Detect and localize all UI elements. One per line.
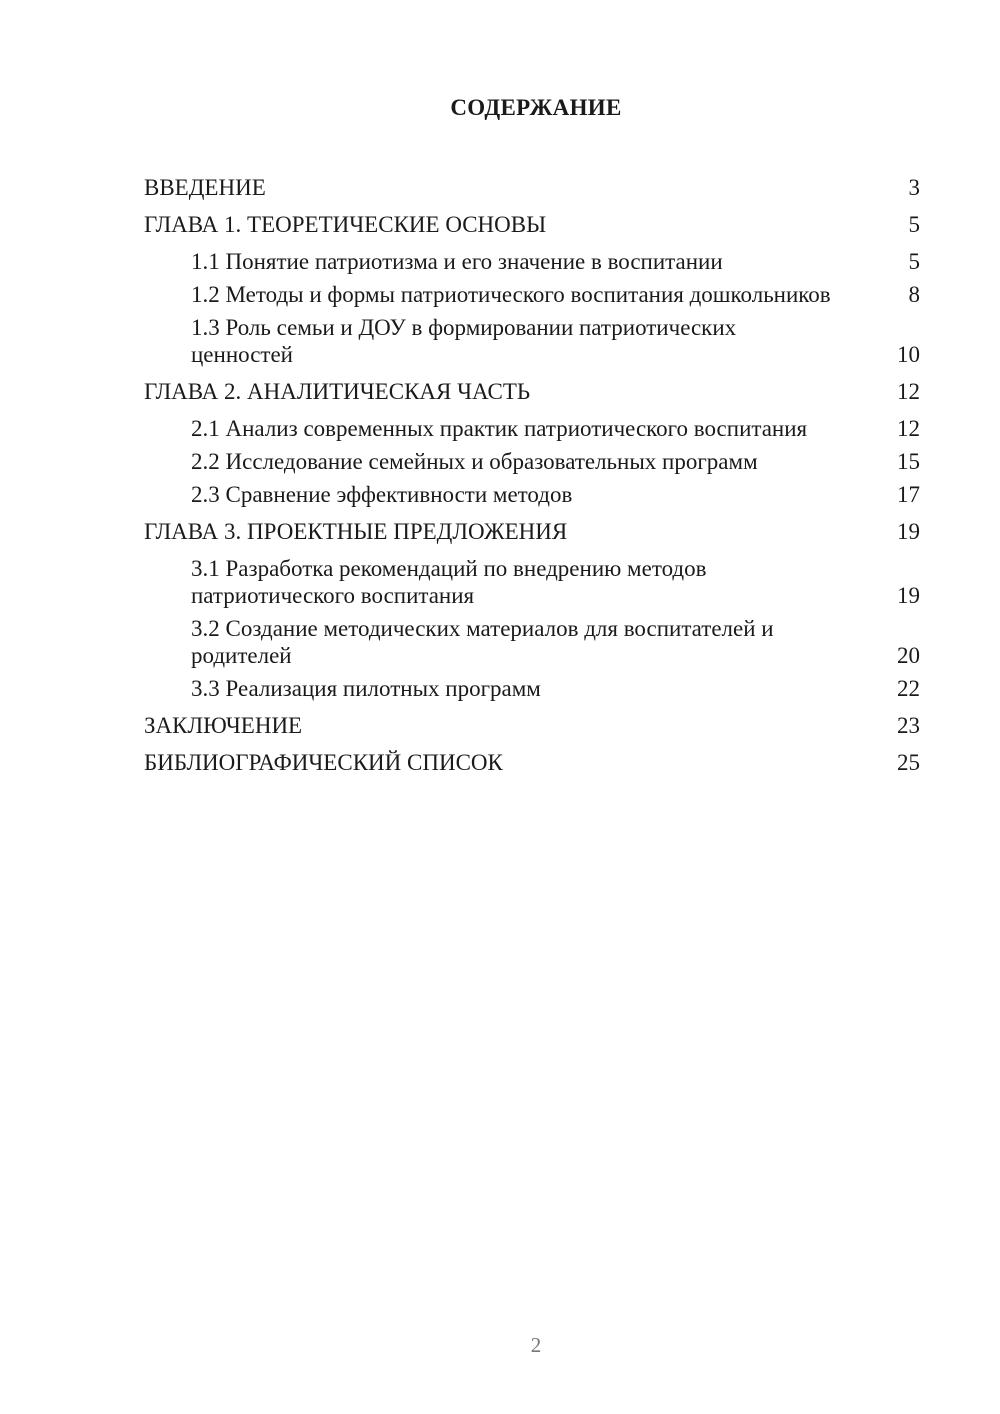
toc-entry-section-2-1[interactable] [144, 415, 920, 442]
toc-entry-section-1-3[interactable] [144, 314, 920, 368]
toc-entry-label: 3.2 Создание методических материалов для воспитателей и родителей [191, 616, 774, 668]
toc-entry-page: 19 [897, 519, 920, 544]
toc-entry-label: ЗАКЛЮЧЕНИЕ [144, 713, 303, 738]
toc-entry-label: 2.2 Исследование семейных и образовательных программ [191, 449, 758, 474]
toc-entry-label: ВВЕДЕНИЕ [144, 175, 266, 200]
toc-entry-section-3-3[interactable] [144, 675, 920, 702]
toc-entry-section-2-3[interactable] [144, 481, 920, 508]
toc-entry-page: 5 [908, 212, 920, 237]
toc-entry-page: 23 [897, 713, 920, 738]
toc-entry-label: ГЛАВА 3. ПРОЕКТНЫЕ ПРЕДЛОЖЕНИЯ [144, 519, 568, 544]
table-of-contents [144, 168, 920, 780]
toc-entry-label: 3.1 Разработка рекомендаций по внедрению методов патриотического воспитания [191, 556, 707, 608]
toc-entry-label: ГЛАВА 1. ТЕОРЕТИЧЕСКИЕ ОСНОВЫ [144, 212, 547, 237]
toc-entry-section-2-2[interactable] [144, 448, 920, 475]
toc-entry-section-3-2[interactable] [144, 615, 920, 669]
toc-entry-page: 15 [897, 449, 920, 474]
toc-entry-conclusion[interactable] [144, 706, 920, 743]
toc-entry-page: 3 [908, 175, 920, 200]
toc-entry-page: 20 [897, 643, 920, 668]
page-number: 2 [530, 1333, 542, 1357]
toc-entry-page: 12 [897, 416, 920, 441]
toc-entry-label: 3.3 Реализация пилотных программ [191, 676, 541, 701]
toc-entry-page: 10 [897, 342, 920, 367]
toc-entry-chapter-3[interactable] [144, 512, 920, 549]
toc-entry-page: 5 [908, 249, 920, 274]
toc-entry-label: БИБЛИОГРАФИЧЕСКИЙ СПИСОК [144, 750, 503, 775]
toc-entry-section-1-2[interactable] [144, 281, 920, 308]
toc-entry-bibliography[interactable] [144, 743, 920, 780]
toc-entry-chapter-1[interactable] [144, 205, 920, 242]
toc-entry-section-3-1[interactable] [144, 555, 920, 609]
toc-entry-page: 25 [897, 750, 920, 775]
toc-entry-label: 2.1 Анализ современных практик патриотического воспитания [191, 416, 808, 441]
toc-entry-chapter-2[interactable] [144, 372, 920, 409]
toc-entry-page: 22 [897, 676, 920, 701]
toc-entry-label: 2.3 Сравнение эффективности методов [191, 482, 573, 507]
toc-entry-page: 12 [897, 379, 920, 404]
toc-entry-page: 17 [897, 482, 920, 507]
toc-entry-page: 8 [908, 282, 920, 307]
toc-entry-label: 1.3 Роль семьи и ДОУ в формировании патриотических ценностей [191, 315, 737, 367]
toc-entry-label: 1.2 Методы и формы патриотического воспитания дошкольников [191, 282, 831, 307]
toc-entry-label: 1.1 Понятие патриотизма и его значение в воспитании [191, 249, 723, 274]
toc-entry-label: ГЛАВА 2. АНАЛИТИЧЕСКАЯ ЧАСТЬ [144, 379, 531, 404]
toc-entry-page: 19 [897, 583, 920, 608]
page-title: СОДЕРЖАНИЕ [450, 95, 622, 120]
toc-entry-introduction[interactable] [144, 168, 920, 205]
toc-entry-section-1-1[interactable] [144, 248, 920, 275]
